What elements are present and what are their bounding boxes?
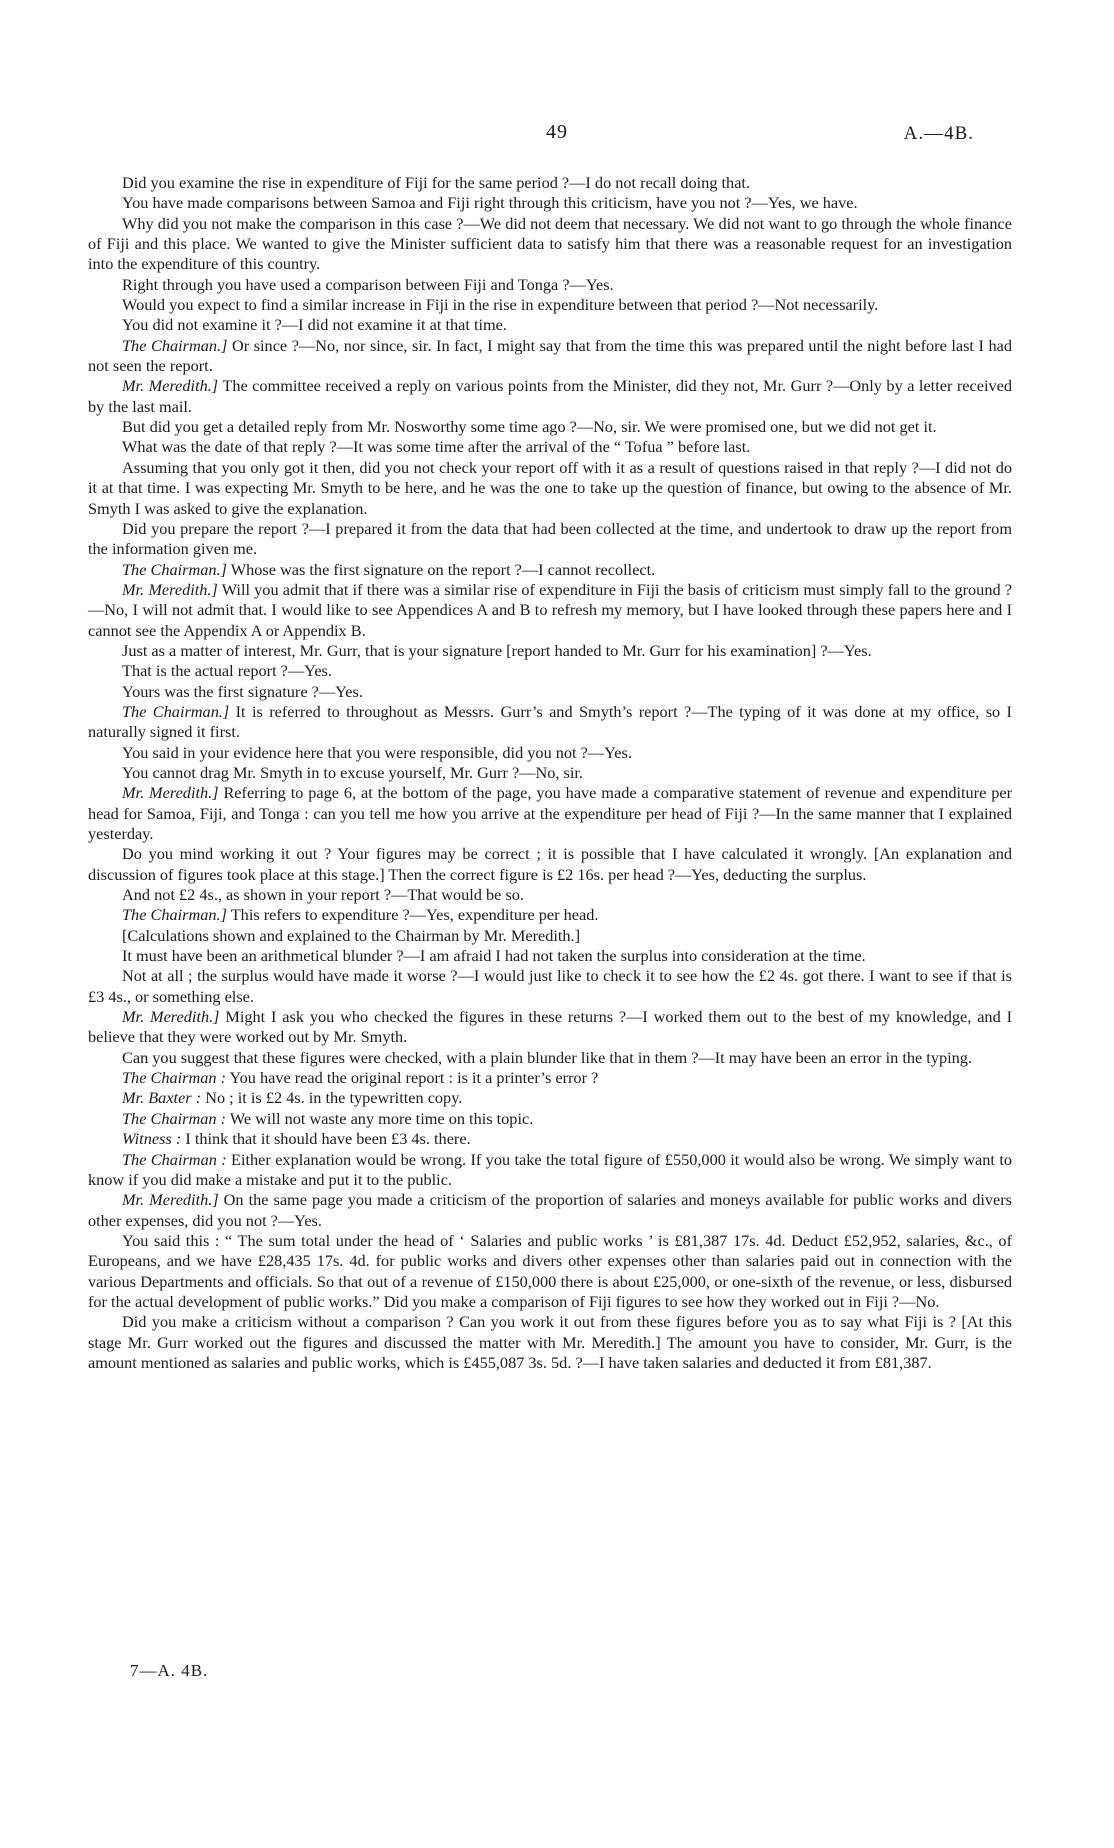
paragraph-text: You said this : “ The sum total under the head of ‘ Salaries and public works ’ is £81,387 17s. 4d. Deduct £52,952, salaries, &c., of Europeans, and we have £28,435 17s. 4d. for public works and divers other expenses other than salaries paid out in connection with the various Departments and officials. So that out of a revenue of £150,000 there is about £25,000, or one-sixth of the revenue, or less, disbursed for the actual development of public works.” Did you make a comparison of Fiji figures to see how they worked out in Fiji ?—No. — [88, 1230, 1012, 1311]
speaker-label: The Chairman : — [122, 1149, 227, 1169]
speaker-label: The Chairman.] — [122, 335, 228, 355]
paragraph — [88, 844, 1012, 885]
paragraph-text: What was the date of that reply ?—It was some time after the arrival of the “ Tofua ” before last. — [122, 437, 751, 457]
paragraph-text: Did you examine the rise in expenditure of Fiji for the same period ?—I do not recall doing that. — [122, 173, 751, 192]
speaker-label: Mr. Meredith.] — [122, 1007, 220, 1027]
paragraph — [88, 682, 1012, 702]
paragraph — [88, 702, 1012, 743]
paragraph-text: Do you mind working it out ? Your figures may be correct ; it is possible that I have calculated it wrongly. [An explanation and discussion of figures took place at this stage.] Then the correct figure is £2 16s. per head ?—Yes, deducting the surplus. — [88, 844, 1012, 884]
speaker-label: The Chairman : — [122, 1068, 227, 1088]
paragraph — [88, 1129, 1012, 1149]
paragraph-text: Did you make a criticism without a comparison ? Can you work it out from these figures before you as to say what Fiji is ? [At this stage Mr. Gurr worked out the figures and discussed the matter with Mr. Meredith.] The amount you have to consider, Mr. Gurr, is the amount mentioned as salaries and public works, which is £455,087 3s. 5d. ?—I have taken salaries and deducted it from £81,387. — [88, 1312, 1012, 1372]
paragraph-text: Right through you have used a comparison between Fiji and Tonga ?—Yes. — [122, 274, 614, 294]
paragraph-text: You have made comparisons between Samoa and Fiji right through this criticism, have you not ?—Yes, we have. — [122, 193, 858, 213]
paragraph-text: Will you admit that if there was a similar rise of expenditure in Fiji the basis of criticism must simply fall to the ground ?—No, I will not admit that. I would like to see Appendices A and B to refresh my memory, but I have looked through these papers here and I cannot see the Appendix A or Appendix B. — [88, 579, 1012, 640]
paragraph-text: Either explanation would be wrong. If you take the total figure of £550,000 it would also be wrong. We simply want to know if you did make a mistake and put it to the public. — [88, 1149, 1012, 1189]
speaker-label: Witness : — [122, 1129, 182, 1149]
paragraph-text: Just as a matter of interest, Mr. Gurr, that is your signature [report handed to Mr. Gurr for his examination] ?—Yes. — [122, 640, 872, 660]
paragraph — [88, 560, 1012, 580]
paragraph — [88, 966, 1012, 1007]
paragraph — [88, 315, 1012, 335]
paragraph — [88, 1088, 1012, 1108]
paragraph-text: Would you expect to find a similar increase in Fiji in the rise in expenditure between that period ?—Not necessarily. — [122, 295, 879, 315]
paragraph — [88, 580, 1012, 641]
paragraph — [88, 1150, 1012, 1191]
paragraph — [88, 661, 1012, 681]
paragraph — [88, 1231, 1012, 1312]
speaker-label: Mr. Baxter : — [122, 1088, 202, 1108]
paragraph — [88, 214, 1012, 275]
speaker-label: The Chairman.] — [122, 905, 227, 925]
paragraph-text: Why did you not make the comparison in this case ?—We did not deem that necessary. We did not want to go through the whole finance of Fiji and this place. We wanted to give the Minister sufficient data to satisfy him that there was a reasonable request for an investigation into the expenditure of this country. — [88, 213, 1012, 274]
speaker-label: Mr. Meredith.] — [122, 1190, 219, 1210]
paragraph-text: But did you get a detailed reply from Mr. Nosworthy some time ago ?—No, sir. We were promised one, but we did not get it. — [122, 417, 937, 437]
speaker-label: Mr. Meredith.] — [122, 783, 219, 803]
paragraph-text: Referring to page 6, at the bottom of the page, you have made a comparative statement of revenue and expenditure per head for Samoa, Fiji, and Tonga : can you tell me how you arrive at the expenditure per head of Fiji ?—In the same manner that I explained yesterday. — [88, 783, 1012, 843]
paragraph-text: That is the actual report ?—Yes. — [122, 661, 332, 681]
paragraph-text: Or since ?—No, nor since, sir. In fact, I might say that from the time this was prepared until the night before last I had not seen the report. — [88, 335, 1012, 376]
paragraph-text: It is referred to throughout as Messrs. Gurr’s and Smyth’s report ?—The typing of it was done at my office, so I naturally signed it first. — [88, 701, 1012, 742]
paragraph-text: You did not examine it ?—I did not examine it at that time. — [122, 315, 507, 335]
evidence-text — [88, 173, 1012, 1373]
paragraph-text: Did you prepare the report ?—I prepared it from the data that had been collected at the time, and undertook to draw up the report from the information given me. — [88, 518, 1012, 559]
speaker-label: The Chairman : — [122, 1108, 227, 1128]
paragraph-text: Not at all ; the surplus would have made it worse ?—I would just like to check it to see how the £2 4s. got there. I want to see if that is £3 4s., or something else. — [88, 966, 1012, 1006]
paragraph — [88, 926, 1012, 946]
paragraph — [88, 946, 1012, 966]
paragraph-text: And not £2 4s., as shown in your report ?—That would be so. — [122, 885, 525, 905]
paragraph — [88, 763, 1012, 783]
paragraph-text: Might I ask you who checked the figures in these returns ?—I worked them out to the best of my knowledge, and I believe that they were worked out by Mr. Smyth. — [88, 1007, 1012, 1047]
paragraph-text: You said in your evidence here that you were responsible, did you not ?—Yes. — [122, 742, 632, 762]
paragraph — [88, 1048, 1012, 1068]
signature-mark: 7—A. 4B. — [130, 1661, 209, 1680]
paragraph — [88, 295, 1012, 315]
paragraph — [88, 905, 1012, 925]
paragraph — [88, 173, 1012, 193]
page-number: 49 — [546, 121, 568, 143]
paragraph — [88, 458, 1012, 519]
speaker-label: Mr. Meredith.] — [122, 579, 218, 599]
paragraph — [88, 376, 1012, 417]
paragraph-text: Whose was the first signature on the report ?—I cannot recollect. — [230, 559, 656, 579]
paragraph — [88, 783, 1012, 844]
paragraph-text: [Calculations shown and explained to the Chairman by Mr. Meredith.] — [122, 925, 581, 945]
speaker-label: Mr. Meredith.] — [122, 376, 219, 396]
speaker-label: The Chairman.] — [122, 701, 230, 721]
document-code: A.—4B. — [903, 123, 974, 144]
paragraph — [88, 641, 1012, 661]
paragraph — [88, 336, 1012, 377]
paragraph — [88, 193, 1012, 213]
paragraph-text: On the same page you made a criticism of the proportion of salaries and moneys available for public works and divers other expenses, did you not ?—Yes. — [88, 1190, 1012, 1230]
paragraph — [88, 417, 1012, 437]
paragraph-text: No ; it is £2 4s. in the typewritten copy. — [205, 1088, 463, 1108]
paragraph-text: You have read the original report : is it a printer’s error ? — [229, 1068, 599, 1088]
paragraph — [88, 275, 1012, 295]
paragraph — [88, 519, 1012, 560]
paragraph-text: We will not waste any more time on this topic. — [229, 1108, 534, 1128]
paragraph — [88, 1068, 1012, 1088]
paragraph — [88, 1007, 1012, 1048]
paragraph-text: You cannot drag Mr. Smyth in to excuse yourself, Mr. Gurr ?—No, sir. — [122, 762, 583, 782]
paragraph-text: This refers to expenditure ?—Yes, expenditure per head. — [230, 905, 599, 925]
paragraph — [88, 1312, 1012, 1373]
paragraph-text: I think that it should have been £3 4s. there. — [185, 1129, 471, 1149]
paragraph-text: The committee received a reply on various points from the Minister, did they not, Mr. Gurr ?—Only by a letter received by the last mail. — [88, 376, 1013, 416]
paragraph — [88, 885, 1012, 905]
paragraph-text: Can you suggest that these figures were checked, with a plain blunder like that in them ?—It may have been an error in the typing. — [122, 1047, 972, 1067]
speaker-label: The Chairman.] — [122, 559, 227, 579]
paragraph — [88, 1109, 1012, 1129]
paragraph — [88, 437, 1012, 457]
paragraph-text: It must have been an arithmetical blunder ?—I am afraid I had not taken the surplus into consideration at the time. — [122, 946, 866, 966]
paragraph — [88, 743, 1012, 763]
paragraph-text: Yours was the first signature ?—Yes. — [122, 681, 363, 701]
paragraph — [88, 1190, 1012, 1231]
paragraph-text: Assuming that you only got it then, did you not check your report off with it as a result of questions raised in that reply ?—I did not do it at that time. I was expecting Mr. Smyth to be here, and he was the one to take up the question of finance, but owing to the absence of Mr. Smyth I was asked to give the explanation. — [88, 457, 1012, 518]
